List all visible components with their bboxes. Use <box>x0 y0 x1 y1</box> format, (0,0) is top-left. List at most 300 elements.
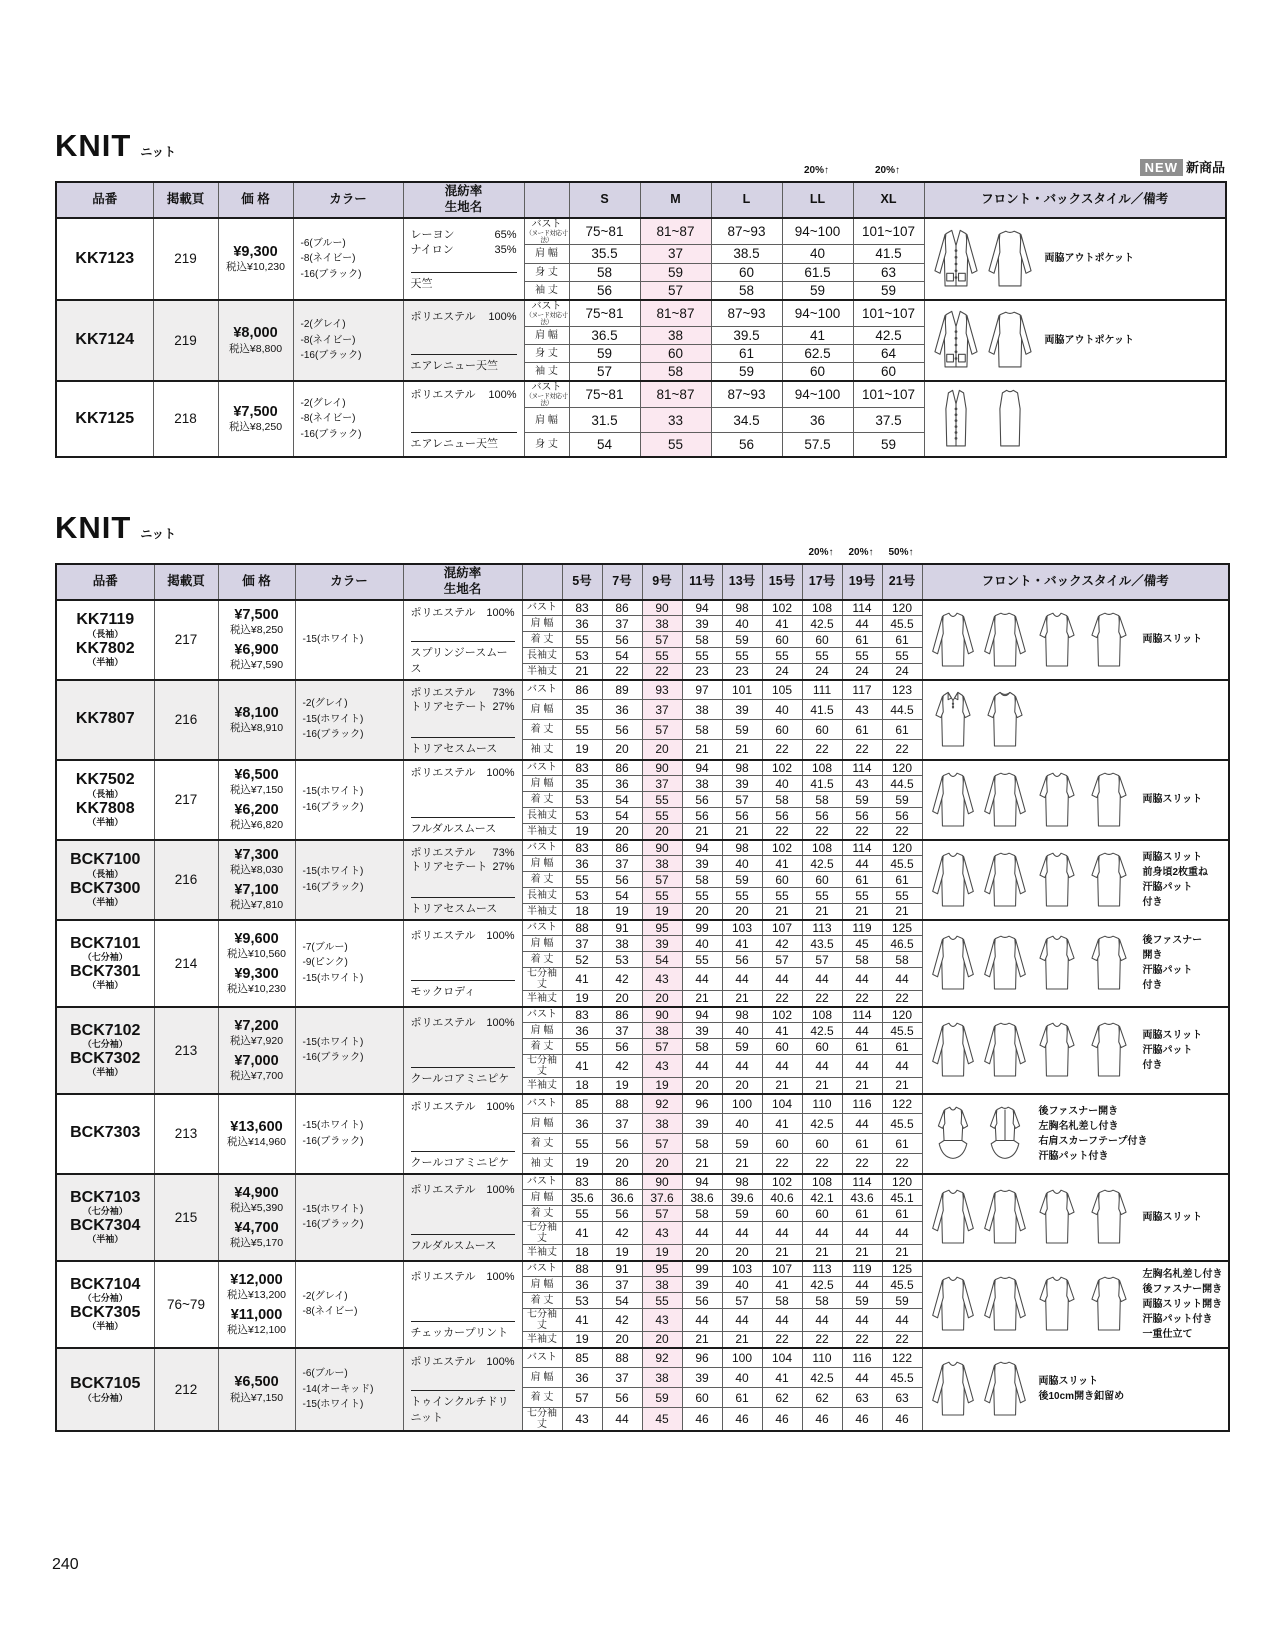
table-row <box>56 1261 1229 1277</box>
size-value: 43 <box>842 700 882 720</box>
size-value: 89 <box>602 680 642 700</box>
blend-row <box>411 1183 515 1197</box>
measure-label-text: バスト <box>527 1263 557 1275</box>
garment-longsleeve-back-icon <box>979 769 1031 831</box>
blend-row <box>411 1355 515 1369</box>
fabric-cell <box>403 1007 522 1094</box>
style-remarks-cell <box>922 1094 1229 1174</box>
price-cell <box>218 1174 295 1261</box>
page-cell: 212 <box>154 1348 218 1432</box>
garment-peplum-back-icon <box>979 1103 1031 1165</box>
garment-shortsleeve-back-icon <box>1083 769 1135 831</box>
size-value: 56 <box>762 808 802 824</box>
price-main: ¥6,900 <box>234 642 279 658</box>
size-value: 41 <box>562 1055 602 1078</box>
price-cell <box>218 218 293 300</box>
size-value: 120 <box>882 760 922 776</box>
fabric-wrap <box>404 1350 522 1428</box>
color-cell <box>295 1094 403 1174</box>
product-code-cell <box>56 1348 154 1432</box>
remark-line: 両脇アウトポケット <box>1044 253 1134 265</box>
remark-line: 左胸名札差し付き <box>1038 1120 1119 1132</box>
garment-shape <box>998 313 1022 368</box>
blend-name: ポリエステル <box>410 930 476 942</box>
size-value: 39 <box>682 1277 722 1293</box>
size-value: 122 <box>882 1348 922 1368</box>
size-value: 46 <box>682 1408 722 1432</box>
size-value: 23 <box>722 664 762 680</box>
size-value: 22 <box>762 824 802 840</box>
size-value: 116 <box>842 1094 882 1114</box>
size-value: 61 <box>842 1039 882 1055</box>
garment-shape <box>1039 1193 1046 1214</box>
size-value: 57 <box>722 792 762 808</box>
remark-line: 付き <box>1142 980 1163 991</box>
size-value: 96 <box>682 1094 722 1114</box>
measure-label-text: バスト <box>527 922 557 934</box>
color-cell <box>295 920 403 1007</box>
size-value: 19 <box>642 904 682 920</box>
size-value: 22 <box>802 991 842 1007</box>
price-tax: 税込¥8,250 <box>229 624 284 637</box>
size-value: 40 <box>722 1277 762 1293</box>
size-value: 41 <box>762 1114 802 1134</box>
measure-label-text: 肩 幅 <box>535 248 558 260</box>
size-value: 123 <box>882 680 922 700</box>
size-value: 36 <box>562 616 602 632</box>
size-value: 42.5 <box>802 1114 842 1134</box>
size-value: 102 <box>762 600 802 616</box>
size-value: 55 <box>642 648 682 664</box>
size-value: 20 <box>642 991 682 1007</box>
size-value: 35.6 <box>562 1190 602 1206</box>
remark-wrap <box>923 767 1229 833</box>
garment-shape <box>941 1190 964 1243</box>
garment-illustrations <box>927 849 1135 911</box>
price-main: ¥7,100 <box>234 882 279 898</box>
col-header-size-S: S <box>569 182 640 218</box>
garment-shape <box>955 250 957 252</box>
size-value: 113 <box>802 920 842 936</box>
size-value: 111 <box>802 680 842 700</box>
size-value: 41 <box>722 936 762 952</box>
size-value: 54 <box>569 432 640 456</box>
size-value: 37 <box>640 245 711 263</box>
size-value: 44 <box>842 968 882 991</box>
garment-longsleeve-back-icon <box>979 1358 1031 1420</box>
size-value: 59 <box>722 1206 762 1222</box>
size-value: 86 <box>602 1007 642 1023</box>
size-value: 21 <box>802 1245 842 1261</box>
fabric-name: 天竺 <box>411 272 517 291</box>
measure-label-text: バスト <box>527 684 557 696</box>
color-option: -2(グレイ) <box>302 698 348 710</box>
table-wrap-1 <box>55 160 1225 458</box>
measure-label <box>522 1174 562 1190</box>
size-value: 45.5 <box>882 1023 922 1039</box>
garment-shape <box>993 1362 1016 1415</box>
garment-shape <box>952 703 953 704</box>
price-main: ¥6,200 <box>234 802 279 818</box>
product-code-note: （七分袖） <box>82 1293 128 1304</box>
blend-list <box>411 1183 515 1197</box>
size-value: 53 <box>602 952 642 968</box>
size-value: 44 <box>802 1309 842 1332</box>
blend-pct: 100% <box>488 310 517 323</box>
price-pair <box>219 1307 295 1337</box>
size-value: 59 <box>853 281 924 299</box>
size-value: 45.5 <box>882 1277 922 1293</box>
size-value: 61 <box>882 1134 922 1154</box>
product-code-note: （七分袖） <box>82 1206 128 1217</box>
style-remarks-cell <box>922 1007 1229 1094</box>
garment-shape <box>1091 616 1098 637</box>
size-value: 22 <box>842 824 882 840</box>
garment-shape <box>955 358 957 360</box>
garment-shape <box>1066 1193 1073 1214</box>
style-remarks-cell <box>924 300 1226 382</box>
garment-shape <box>952 706 953 707</box>
col-header-size-19号: 19号 <box>842 564 882 600</box>
remark-text <box>1143 1267 1225 1342</box>
price-main: ¥9,300 <box>234 965 279 982</box>
size-value: 41.5 <box>853 245 924 263</box>
size-value: 55 <box>722 648 762 664</box>
size-value: 61 <box>842 720 882 740</box>
size-value: 90 <box>642 600 682 616</box>
remark-line: 右肩スカーフテープ付き <box>1038 1135 1148 1147</box>
product-code-note: （七分袖） <box>82 1039 128 1050</box>
size-value: 39 <box>642 936 682 952</box>
garment-shape <box>941 1362 964 1415</box>
table-row <box>56 218 1226 245</box>
measure-label-text: バスト <box>527 1009 557 1021</box>
size-value: 125 <box>882 920 922 936</box>
size-value: 20 <box>682 1245 722 1261</box>
garment-shape <box>962 696 969 717</box>
remark-line: 両脇スリット <box>1142 1211 1203 1223</box>
size-value: 42 <box>602 968 642 991</box>
size-value: 110 <box>802 1348 842 1368</box>
price-pair <box>219 931 295 961</box>
blend-header-line2: 生地名 <box>444 200 483 214</box>
garment-shape <box>1039 856 1046 877</box>
blend-row <box>411 1016 515 1030</box>
remark-line: 後ファスナー開き <box>1142 1283 1223 1295</box>
color-cell <box>295 1261 403 1348</box>
size-value: 94 <box>682 760 722 776</box>
size-value: 61 <box>882 1206 922 1222</box>
measure-label-text: 半袖丈 <box>527 905 557 917</box>
garment-shape <box>938 1110 945 1128</box>
size-value: 22 <box>762 991 802 1007</box>
size-value: 108 <box>802 1007 842 1023</box>
size-value: 42.5 <box>802 616 842 632</box>
measure-label-text: バスト <box>527 1176 557 1188</box>
size-value: 20 <box>602 1332 642 1348</box>
size-value: 58 <box>569 263 640 281</box>
measure-label <box>522 1134 562 1154</box>
price-pair <box>219 325 293 355</box>
table-row <box>56 840 1229 856</box>
measure-label-text: 七分袖丈 <box>527 968 557 990</box>
color-option: -16(ブラック) <box>302 1135 364 1147</box>
garment-shape <box>1118 1026 1125 1047</box>
size-value: 97 <box>682 680 722 700</box>
size-value: 100 <box>722 1348 762 1368</box>
style-remarks-cell <box>922 840 1229 920</box>
measure-label-text: 袖 丈 <box>530 1157 554 1169</box>
color-option: -16(ブラック) <box>302 881 364 893</box>
size-value: 63 <box>853 263 924 281</box>
remark-wrap <box>923 1184 1229 1250</box>
size-value: 46 <box>842 1408 882 1432</box>
size-value: 55 <box>682 952 722 968</box>
blend-pct: 100% <box>488 389 517 402</box>
size-value: 21 <box>802 904 842 920</box>
garment-shape <box>1097 936 1120 989</box>
blend-pct: 100% <box>486 1271 515 1283</box>
size-value: 43.6 <box>842 1190 882 1206</box>
product-code-note: （半袖） <box>87 1321 124 1332</box>
style-remarks-cell <box>922 1174 1229 1261</box>
measure-label-text: バスト <box>531 300 562 312</box>
price-tax: 税込¥10,560 <box>227 947 286 960</box>
product-code-note: （半袖） <box>87 980 124 991</box>
fabric-cell <box>403 1261 522 1348</box>
blend-list <box>411 1016 515 1030</box>
size-value: 40 <box>722 1368 762 1388</box>
size-value: 114 <box>842 840 882 856</box>
size-value: 44 <box>882 1309 922 1332</box>
measure-label <box>524 300 569 327</box>
remark-text <box>1143 1210 1225 1225</box>
size-value: 54 <box>602 808 642 824</box>
measure-label-text: 肩 幅 <box>530 1025 554 1036</box>
price-main: ¥7,000 <box>234 1052 279 1069</box>
garment-shortsleeve-front-icon <box>1031 1186 1083 1248</box>
garment-shape <box>955 437 957 439</box>
size-value: 43 <box>642 968 682 991</box>
size-value: 108 <box>802 760 842 776</box>
col-header-size-M: M <box>640 182 711 218</box>
style-remarks-cell <box>924 218 1226 300</box>
size-value: 94 <box>682 600 722 616</box>
blend-list <box>411 310 517 324</box>
garment-shape <box>1066 1280 1073 1301</box>
size-value: 39 <box>682 856 722 872</box>
measure-label-text: 長袖丈 <box>527 810 557 821</box>
section-head-2 <box>55 509 1225 545</box>
garment-shape <box>1039 616 1046 637</box>
size-value: 46.5 <box>882 936 922 952</box>
size-value: 56 <box>682 792 722 808</box>
size-value: 59 <box>882 1293 922 1309</box>
size-value: 37 <box>602 616 642 632</box>
garment-illustrations <box>927 1103 1031 1165</box>
garment-longsleeve-front-icon <box>927 1186 979 1248</box>
garment-shortsleeve-front-icon <box>1031 769 1083 831</box>
size-value: 38 <box>602 936 642 952</box>
price-tax: 税込¥13,200 <box>227 1288 286 1301</box>
measure-label <box>524 281 569 299</box>
size-increase-arrow: 20%↑ <box>803 165 829 176</box>
size-value: 44 <box>722 1222 762 1245</box>
garment-shape <box>1097 1190 1120 1243</box>
size-value: 96 <box>682 1348 722 1368</box>
garment-shape <box>993 1277 1016 1330</box>
product-code: BCK7305 <box>70 1304 141 1321</box>
size-value: 56 <box>602 720 642 740</box>
size-value: 22 <box>762 1154 802 1174</box>
style-remarks-cell <box>924 381 1226 456</box>
garment-shortsleeve-back-icon <box>1083 609 1135 671</box>
color-cell <box>295 840 403 920</box>
size-value: 125 <box>882 1261 922 1277</box>
size-value: 45.5 <box>882 1114 922 1134</box>
size-value: 94~100 <box>782 300 853 327</box>
size-value: 36 <box>562 856 602 872</box>
product-code-note: （長袖） <box>87 628 124 639</box>
size-value: 22 <box>802 824 842 840</box>
price-pair <box>219 767 295 797</box>
price-tax: 税込¥7,920 <box>229 1034 284 1047</box>
size-value: 21 <box>562 664 602 680</box>
size-value: 55 <box>562 632 602 648</box>
size-value: 101~107 <box>853 218 924 245</box>
size-value: 63 <box>882 1388 922 1408</box>
size-value: 88 <box>562 920 602 936</box>
table-row <box>56 680 1229 700</box>
garment-cardigan-front-icon <box>929 308 983 372</box>
price-main: ¥11,000 <box>230 1306 283 1323</box>
garment-shape <box>1118 939 1125 960</box>
size-value: 58 <box>762 792 802 808</box>
remark-wrap <box>923 687 1229 753</box>
measure-label <box>522 664 562 680</box>
size-value: 60 <box>782 363 853 381</box>
size-value: 57 <box>642 1039 682 1055</box>
size-value: 55 <box>562 720 602 740</box>
product-code: BCK7103 <box>70 1188 141 1206</box>
color-option: -14(オーキッド) <box>302 1383 374 1395</box>
size-value: 94 <box>682 840 722 856</box>
price-tax: 税込¥8,800 <box>228 342 283 355</box>
size-value: 35 <box>562 700 602 720</box>
size-value: 53 <box>562 808 602 824</box>
price-main: ¥13,600 <box>230 1118 283 1135</box>
blend-name: ポリエステル <box>410 686 476 699</box>
garment-shape <box>1045 773 1068 826</box>
garment-longsleeve-back-icon <box>979 849 1031 911</box>
garment-longsleeve-back-icon <box>979 932 1031 994</box>
remark-text <box>1143 933 1225 993</box>
fabric-wrap <box>404 924 522 1002</box>
col-header-code: 品番 <box>56 564 154 600</box>
size-value: 102 <box>762 1174 802 1190</box>
size-value: 40 <box>762 700 802 720</box>
size-value: 36 <box>602 776 642 792</box>
size-value: 22 <box>642 664 682 680</box>
fabric-name: エアレニュー天竺 <box>411 432 517 451</box>
price-main: ¥7,300 <box>234 847 279 864</box>
measure-label-text: バスト <box>531 382 562 394</box>
measure-label <box>522 1388 562 1408</box>
price-main: ¥9,600 <box>234 930 279 947</box>
garment-longsleeve-front-icon <box>927 769 979 831</box>
garment-longsleeve-front-icon <box>927 609 979 671</box>
table-body <box>56 600 1229 1432</box>
size-value: 19 <box>562 740 602 760</box>
garment-illustrations <box>929 387 1037 451</box>
garment-shape <box>1091 939 1098 960</box>
style-remarks-cell <box>922 600 1229 680</box>
size-increase-arrow: 50%↑ <box>888 546 914 558</box>
remark-line: 付き <box>1142 896 1163 908</box>
color-option: -16(ブラック) <box>300 350 362 362</box>
size-value: 42 <box>602 1055 642 1078</box>
blend-row <box>411 929 515 943</box>
product-code: KK7119 <box>76 611 135 629</box>
size-value: 21 <box>722 1332 762 1348</box>
page-cell: 218 <box>153 381 218 456</box>
garment-longsleeve-back-icon <box>979 1019 1031 1081</box>
size-value: 83 <box>562 760 602 776</box>
size-value: 62 <box>802 1388 842 1408</box>
measure-label <box>522 1039 562 1055</box>
garment-longsleeve-front-icon <box>927 849 979 911</box>
measure-label-text: 袖 丈 <box>530 743 554 755</box>
measure-label <box>524 218 569 245</box>
measure-label <box>524 263 569 281</box>
garment-shape <box>1091 856 1098 877</box>
size-value: 38 <box>642 1023 682 1039</box>
product-code: BCK7104 <box>70 1275 141 1293</box>
size-value: 58 <box>640 363 711 381</box>
size-value: 98 <box>722 760 762 776</box>
measure-label <box>522 1007 562 1023</box>
size-value: 94 <box>682 1007 722 1023</box>
remark-line: 汗脇パット付き <box>1142 1313 1213 1325</box>
size-value: 20 <box>602 1154 642 1174</box>
measure-label <box>522 776 562 792</box>
garment-vest-back-icon <box>983 387 1037 451</box>
product-code: KK7124 <box>75 331 135 349</box>
blend-list <box>411 846 515 875</box>
size-value: 90 <box>642 760 682 776</box>
size-value: 88 <box>562 1261 602 1277</box>
size-value: 99 <box>682 1261 722 1277</box>
size-value: 41 <box>782 326 853 344</box>
size-value: 55 <box>562 1039 602 1055</box>
size-value: 22 <box>882 991 922 1007</box>
remark-wrap <box>923 930 1229 996</box>
size-value: 38 <box>682 776 722 792</box>
size-value: 59 <box>882 792 922 808</box>
garment-shortsleeve-front-icon <box>1031 849 1083 911</box>
product-code-note: （半袖） <box>87 896 124 907</box>
garment-shape <box>1013 1110 1020 1128</box>
size-value: 21 <box>882 904 922 920</box>
col-header-blend <box>403 564 522 600</box>
color-option: -6(ブルー) <box>300 237 346 249</box>
remark-line: 後ファスナー <box>1142 935 1203 946</box>
garment-illustrations <box>927 1358 1031 1420</box>
garment-shape <box>1097 1277 1120 1330</box>
measure-label-text: 肩 幅 <box>530 778 554 789</box>
size-value: 75~81 <box>569 218 640 245</box>
measure-label-text: 七分袖丈 <box>527 1055 557 1077</box>
